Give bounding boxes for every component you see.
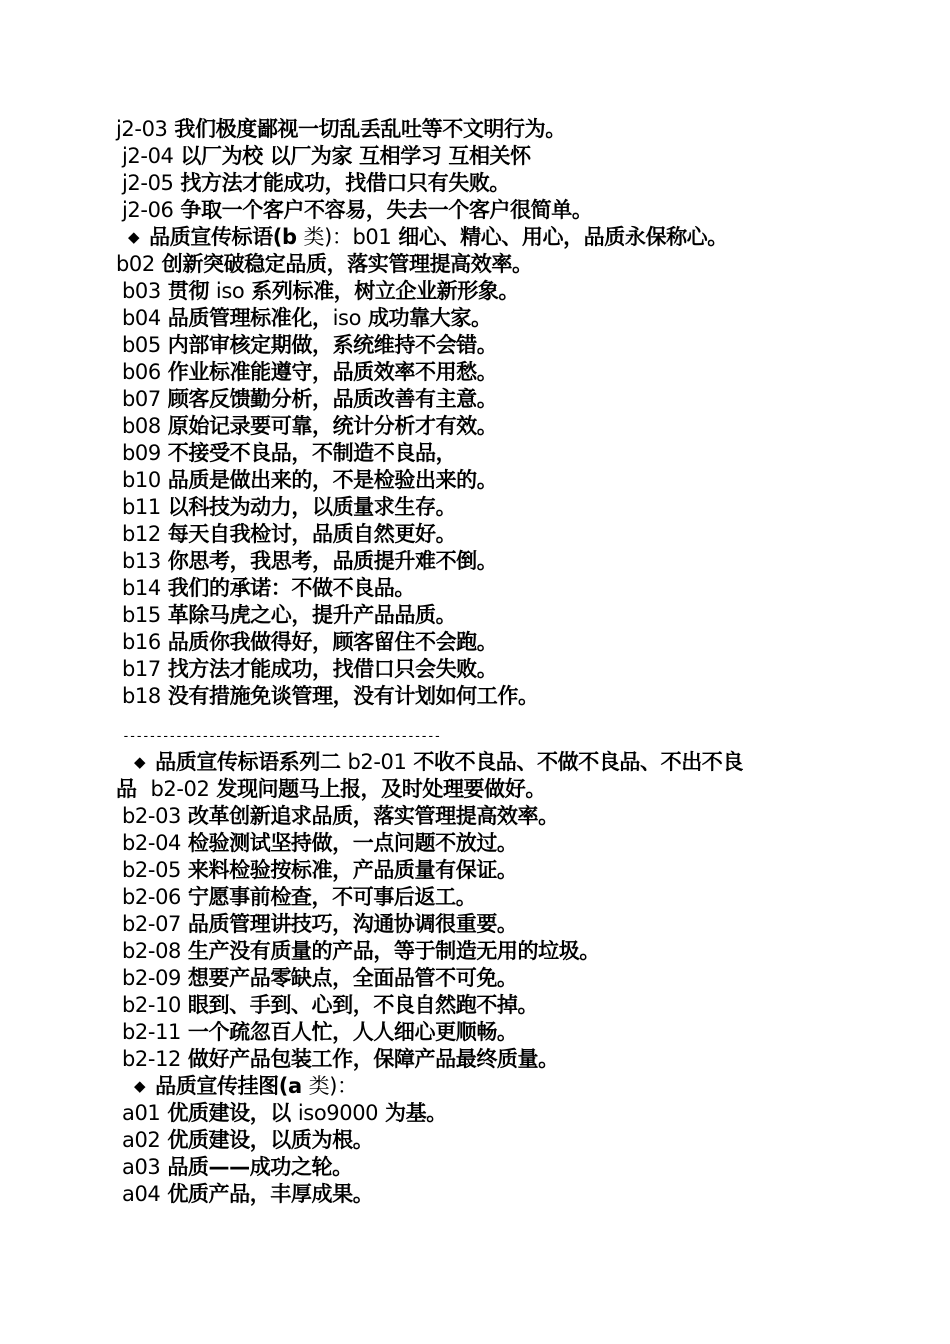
- slogan-line: b2-05 来料检验按标准，产品质量有保证。: [122, 858, 518, 882]
- slogan-line: j2-05 找方法才能成功，找借口只有失败。: [122, 171, 511, 195]
- slogan-line: b2-11 一个疏忽百人忙，人人细心更顺畅。: [122, 1020, 518, 1044]
- slogan-line: b2-10 眼到、手到、心到，不良自然跑不掉。: [122, 993, 539, 1017]
- slogan-line: b2-08 生产没有质量的产品，等于制造无用的垃圾。: [122, 939, 600, 963]
- section-heading-a: ◆ 品质宣传挂图(a 类)：: [134, 1074, 358, 1098]
- slogan-line: b15 革除马虎之心，提升产品品质。: [122, 603, 457, 627]
- slogan-line: b09 不接受不良品，不制造不良品，: [122, 441, 457, 465]
- slogan-line: b04 品质管理标准化，iso 成功靠大家。: [122, 306, 492, 330]
- section-heading-b2: ◆ 品质宣传标语系列二 b2-01 不收不良品、不做不良品、不出不良: [134, 750, 743, 774]
- slogan-line: b05 内部审核定期做，系统维持不会错。: [122, 333, 498, 357]
- slogan-line: b16 品质你我做得好，顾客留住不会跑。: [122, 630, 498, 654]
- slogan-line: b2-03 改革创新追求品质，落实管理提高效率。: [122, 804, 559, 828]
- slogan-line: b03 贯彻 iso 系列标准，树立企业新形象。: [122, 279, 520, 303]
- slogan-line: a02 优质建设，以质为根。: [122, 1128, 374, 1152]
- diamond-bullet-icon: ◆: [134, 753, 146, 771]
- diamond-bullet-icon: ◆: [134, 1077, 146, 1095]
- slogan-line: b02 创新突破稳定品质，落实管理提高效率。: [116, 252, 533, 276]
- slogan-line: a03 品质——成功之轮。: [122, 1155, 353, 1179]
- slogan-line: b06 作业标准能遵守，品质效率不用愁。: [122, 360, 498, 384]
- slogan-line: b08 原始记录要可靠，统计分析才有效。: [122, 414, 498, 438]
- slogan-line: b12 每天自我检讨，品质自然更好。: [122, 522, 457, 546]
- slogan-line: b07 顾客反馈勤分析，品质改善有主意。: [122, 387, 498, 411]
- section-heading-b: ◆ 品质宣传标语(b 类)：b01 细心、精心、用心，品质永保称心。: [128, 225, 728, 249]
- slogan-line: b2-04 检验测试坚持做，一点问题不放过。: [122, 831, 518, 855]
- slogan-line: b18 没有措施免谈管理，没有计划如何工作。: [122, 684, 539, 708]
- slogan-line: b2-06 宁愿事前检查，不可事后返工。: [122, 885, 477, 909]
- dashed-separator: ------------------------------------------------: [122, 730, 441, 744]
- slogan-line: b10 品质是做出来的，不是检验出来的。: [122, 468, 498, 492]
- slogan-line: b17 找方法才能成功，找借口只会失败。: [122, 657, 498, 681]
- slogan-line: b14 我们的承诺：不做不良品。: [122, 576, 415, 600]
- slogan-line: j2-06 争取一个客户不容易，失去一个客户很简单。: [122, 198, 593, 222]
- slogan-line: j2-03 我们极度鄙视一切乱丢乱吐等不文明行为。: [116, 117, 566, 141]
- slogan-line: b11 以科技为动力，以质量求生存。: [122, 495, 457, 519]
- slogan-line: b2-12 做好产品包装工作，保障产品最终质量。: [122, 1047, 559, 1071]
- slogan-line: b2-09 想要产品零缺点，全面品管不可免。: [122, 966, 518, 990]
- slogan-line: a04 优质产品，丰厚成果。: [122, 1182, 374, 1206]
- slogan-line: a01 优质建设，以 iso9000 为基。: [122, 1101, 447, 1125]
- slogan-line: b2-07 品质管理讲技巧，沟通协调很重要。: [122, 912, 518, 936]
- slogan-line: 品 b2-02 发现问题马上报，及时处理要做好。: [116, 777, 546, 801]
- slogan-line: j2-04 以厂为校 以厂为家 互相学习 互相关怀: [122, 144, 531, 168]
- diamond-bullet-icon: ◆: [128, 228, 140, 246]
- slogan-line: b13 你思考，我思考，品质提升难不倒。: [122, 549, 498, 573]
